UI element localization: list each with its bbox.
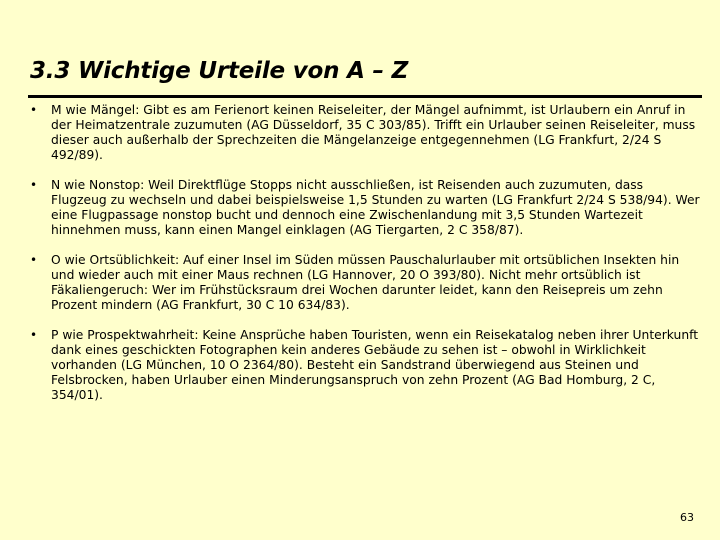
bullet-icon: • <box>30 103 38 117</box>
page-number: 63 <box>680 511 694 524</box>
bullet-icon: • <box>30 328 38 342</box>
list-item-text: N wie Nonstop: Weil Direktflüge Stopps nicht ausschließen, ist Reisenden auch zuzumuten, dass Flugzeug zu wechseln und dabei beispielsweise 1,5 Stunden zu warten (LG Frankfurt 2/24 S 538/94). Wer eine Flugpassage nonstop bucht und dennoch eine Zwischenlandung mit 3,5 Stunden Wartezeit hinnehmen muss, kann einen Mangel einklagen (AG Tiergarten, 2 C 358/87). <box>51 178 700 237</box>
slide-title: 3.3 Wichtige Urteile von A – Z <box>30 58 409 84</box>
list-item <box>30 178 700 238</box>
list-item-text: M wie Mängel: Gibt es am Ferienort keinen Reiseleiter, der Mängel aufnimmt, ist Urlaubern ein Anruf in der Heimatzentrale zuzumuten (AG Düsseldorf, 35 C 303/85). Trifft ein Urlauber seinen Reiseleiter, muss dieser auch außerhalb der Sprechzeiten die Mängelanzeige entgegennehmen (LG Frankfurt, 2/24 S 492/89). <box>51 103 696 162</box>
bullet-list <box>30 103 700 418</box>
list-item <box>30 328 700 403</box>
list-item-text: O wie Ortsüblichkeit: Auf einer Insel im Süden müssen Pauschalurlauber mit ortsüblichen Insekten hin und wieder auch mit einer Maus rechnen (LG Hannover, 20 O 393/80). Nicht mehr ortsüblich ist Fäkaliengeruch: Wer im Frühstücksraum drei Wochen darunter leidet, kann den Reisepreis um zehn Prozent mindern (AG Frankfurt, 30 C 10 634/83). <box>51 253 680 312</box>
title-divider <box>28 95 702 98</box>
bullet-icon: • <box>30 253 38 267</box>
bullet-icon: • <box>30 178 38 192</box>
list-item <box>30 253 700 313</box>
list-item <box>30 103 700 163</box>
list-item-text: P wie Prospektwahrheit: Keine Ansprüche haben Touristen, wenn ein Reisekatalog neben ihrer Unterkunft dank eines geschickten Fotographen kein anderes Gebäude zu sehen ist – obwohl in Wirklichkeit vorhanden (LG München, 10 O 2364/80). Besteht ein Sandstrand überwiegend aus Steinen und Felsbrocken, haben Urlauber einen Minderungsanspruch von zehn Prozent (AG Bad Homburg, 2 C, 354/01). <box>51 328 699 402</box>
